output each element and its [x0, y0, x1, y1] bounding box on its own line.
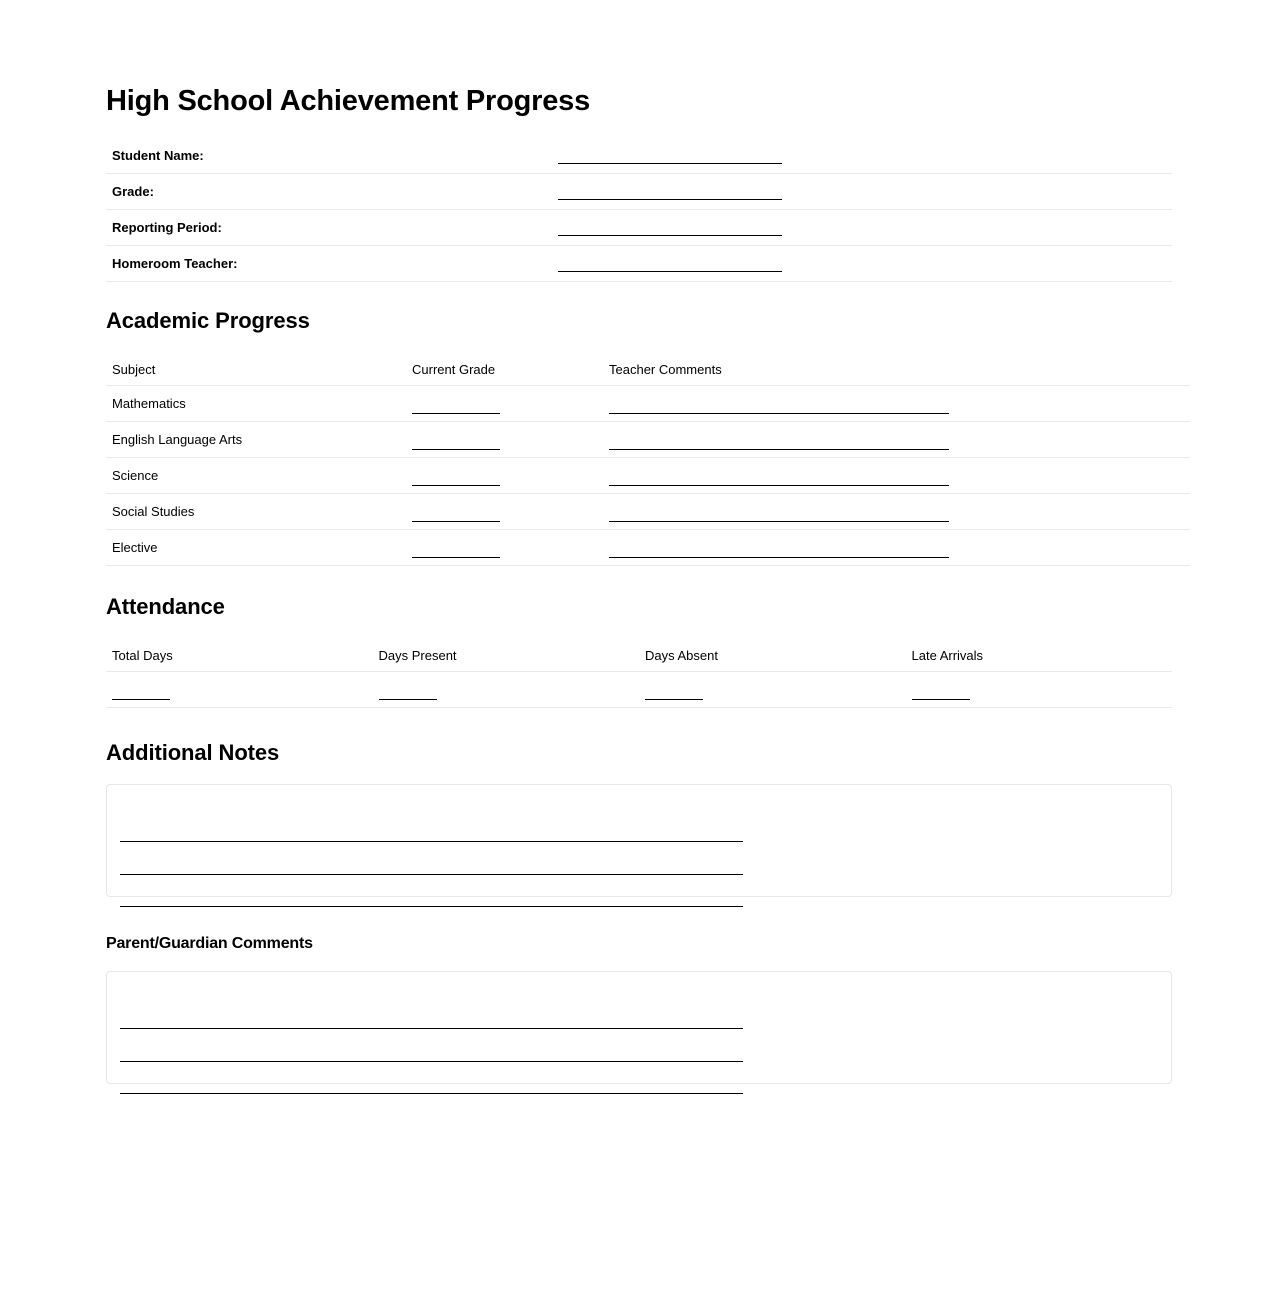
- comments-input-english-language-arts[interactable]: [609, 448, 949, 450]
- subject-name-social-studies: Social Studies: [106, 494, 406, 530]
- subject-name-mathematics: Mathematics: [106, 386, 406, 422]
- grade-input[interactable]: [558, 198, 782, 200]
- total-days-input[interactable]: [112, 698, 170, 700]
- attendance-cell-days-present: [373, 672, 640, 708]
- column-header-total-days: Total Days: [106, 639, 373, 672]
- grade-input-mathematics[interactable]: [412, 412, 500, 414]
- academic-progress-table: [106, 353, 1190, 566]
- attendance-table-header-row: [106, 639, 1172, 672]
- comments-input-social-studies[interactable]: [609, 520, 949, 522]
- info-row-student-name: [106, 138, 1172, 174]
- days-absent-input[interactable]: [645, 698, 703, 700]
- attendance-cell-total-days: [106, 672, 373, 708]
- comments-input-science[interactable]: [609, 484, 949, 486]
- info-value-cell-reporting-period: [557, 210, 1172, 246]
- subject-name-english-language-arts: English Language Arts: [106, 422, 406, 458]
- comments-cell-social-studies: [603, 494, 1190, 530]
- additional-notes-line-2[interactable]: [120, 842, 743, 875]
- info-row-reporting-period: [106, 210, 1172, 246]
- column-header-subject: Subject: [106, 353, 406, 386]
- late-arrivals-input[interactable]: [912, 698, 970, 700]
- attendance-table: [106, 639, 1172, 708]
- parent-comments-line-3[interactable]: [120, 1062, 743, 1094]
- attendance-cell-days-absent: [639, 672, 906, 708]
- parent-guardian-comments-lines: [107, 972, 1171, 1108]
- additional-notes-line-1[interactable]: [120, 809, 743, 842]
- subject-name-science: Science: [106, 458, 406, 494]
- additional-notes-lines: [107, 785, 1171, 921]
- grade-input-science[interactable]: [412, 484, 500, 486]
- days-present-input[interactable]: [379, 698, 437, 700]
- grade-cell-english-language-arts: [406, 422, 603, 458]
- homeroom-teacher-input[interactable]: [558, 270, 782, 272]
- academic-table-header-row: [106, 353, 1190, 386]
- grade-cell-science: [406, 458, 603, 494]
- comments-cell-mathematics: [603, 386, 1190, 422]
- parent-comments-line-1[interactable]: [120, 996, 743, 1029]
- comments-input-elective[interactable]: [609, 556, 949, 558]
- info-value-cell-student-name: [557, 138, 1172, 174]
- page-title: High School Achievement Progress: [106, 85, 591, 117]
- section-heading-parent-guardian-comments: Parent/Guardian Comments: [106, 935, 313, 952]
- column-header-late-arrivals: Late Arrivals: [906, 639, 1173, 672]
- column-header-teacher-comments: Teacher Comments: [603, 353, 1190, 386]
- table-row: [106, 422, 1190, 458]
- info-label-homeroom-teacher: Homeroom Teacher:: [106, 246, 557, 282]
- grade-input-social-studies[interactable]: [412, 520, 500, 522]
- student-info-table: [106, 138, 1172, 282]
- grade-cell-mathematics: [406, 386, 603, 422]
- info-label-reporting-period: Reporting Period:: [106, 210, 557, 246]
- parent-guardian-comments-box[interactable]: [106, 971, 1172, 1084]
- attendance-cell-late-arrivals: [906, 672, 1173, 708]
- comments-cell-elective: [603, 530, 1190, 566]
- info-row-homeroom-teacher: [106, 246, 1172, 282]
- info-value-cell-homeroom-teacher: [557, 246, 1172, 282]
- table-row: [106, 672, 1172, 708]
- table-row: [106, 386, 1190, 422]
- section-heading-academic-progress: Academic Progress: [106, 308, 310, 333]
- info-label-student-name: Student Name:: [106, 138, 557, 174]
- column-header-days-present: Days Present: [373, 639, 640, 672]
- table-row: [106, 458, 1190, 494]
- subject-name-elective: Elective: [106, 530, 406, 566]
- grade-cell-elective: [406, 530, 603, 566]
- additional-notes-line-3[interactable]: [120, 875, 743, 907]
- column-header-days-absent: Days Absent: [639, 639, 906, 672]
- parent-comments-line-2[interactable]: [120, 1029, 743, 1062]
- grade-cell-social-studies: [406, 494, 603, 530]
- grade-input-english-language-arts[interactable]: [412, 448, 500, 450]
- comments-cell-science: [603, 458, 1190, 494]
- table-row: [106, 530, 1190, 566]
- section-heading-attendance: Attendance: [106, 594, 225, 619]
- info-value-cell-grade: [557, 174, 1172, 210]
- comments-input-mathematics[interactable]: [609, 412, 949, 414]
- additional-notes-box[interactable]: [106, 784, 1172, 897]
- info-label-grade: Grade:: [106, 174, 557, 210]
- comments-cell-english-language-arts: [603, 422, 1190, 458]
- table-row: [106, 494, 1190, 530]
- info-row-grade: [106, 174, 1172, 210]
- column-header-current-grade: Current Grade: [406, 353, 603, 386]
- student-name-input[interactable]: [558, 162, 782, 164]
- section-heading-additional-notes: Additional Notes: [106, 740, 280, 765]
- grade-input-elective[interactable]: [412, 556, 500, 558]
- reporting-period-input[interactable]: [558, 234, 782, 236]
